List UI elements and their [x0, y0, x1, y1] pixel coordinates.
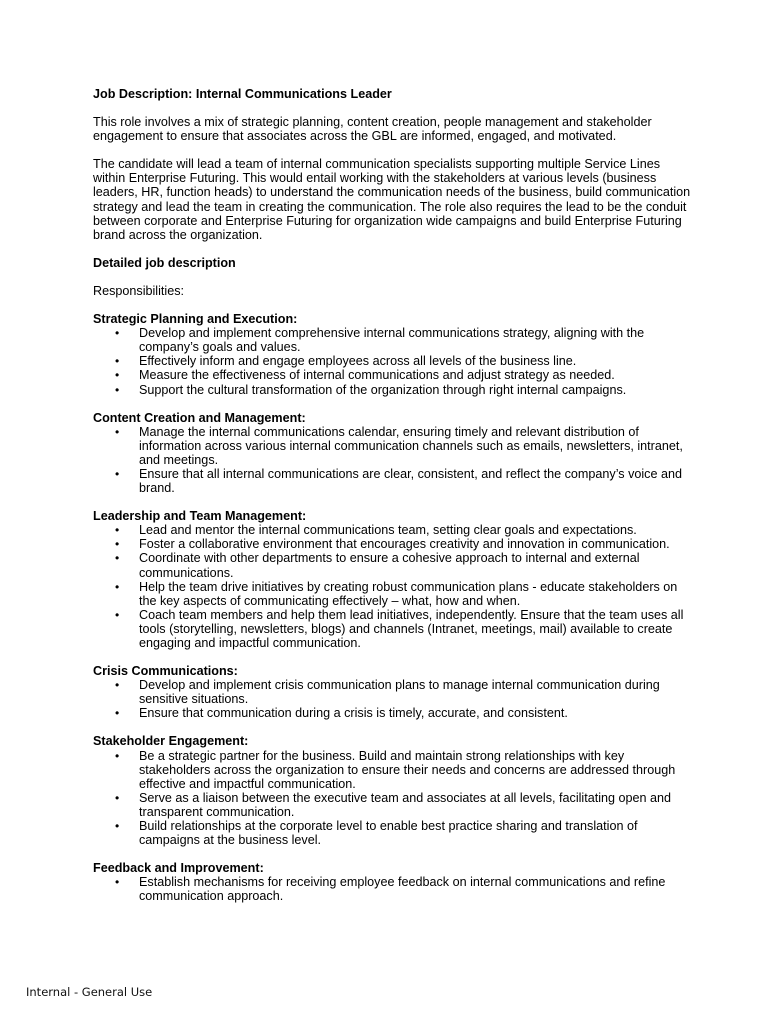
list-item	[93, 383, 693, 397]
responsibilities-label: Responsibilities:	[93, 283, 184, 298]
bullet-list	[93, 678, 693, 720]
list-item-text: Build relationships at the corporate level to enable best practice sharing and translation of campaigns at the business level.	[139, 819, 638, 848]
list-item-text: Foster a collaborative environment that encourages creativity and innovation in communication.	[139, 537, 670, 552]
list-item-text: Be a strategic partner for the business. Build and maintain strong relationships with key stakeholders across the organization to ensure their needs and concerns are addressed through effective and impactful communication.	[139, 748, 676, 791]
list-item	[93, 608, 693, 650]
detailed-job-description-heading: Detailed job description	[93, 255, 236, 270]
list-item	[93, 354, 693, 368]
bullet-list	[93, 425, 693, 495]
section-title: Feedback and Improvement:	[93, 861, 264, 876]
list-item	[93, 819, 693, 847]
bullet-icon: •	[115, 790, 120, 805]
document-title: Job Description: Internal Communications Leader	[93, 87, 392, 101]
section-crisis-communications	[93, 664, 693, 720]
bullet-icon: •	[115, 678, 120, 693]
list-item-text: Lead and mentor the internal communications team, setting clear goals and expectations.	[139, 523, 637, 538]
bullet-list	[93, 523, 693, 650]
bullet-list	[93, 326, 693, 396]
section-leadership	[93, 509, 693, 650]
section-title: Content Creation and Management:	[93, 410, 306, 425]
list-item-text: Effectively inform and engage employees across all levels of the business line.	[139, 354, 577, 369]
bullet-icon: •	[115, 537, 120, 552]
bullet-icon: •	[115, 579, 120, 594]
section-stakeholder-engagement	[93, 734, 693, 847]
list-item	[93, 875, 693, 903]
bullet-icon: •	[115, 875, 120, 890]
list-item-text: Ensure that all internal communications are clear, consistent, and reflect the company’s voice and brand.	[139, 466, 682, 496]
list-item-text: Develop and implement comprehensive internal communications strategy, aligning with the company’s goals and values.	[139, 326, 645, 355]
list-item	[93, 551, 693, 579]
list-item-text: Coordinate with other departments to ensure a cohesive approach to internal and external communications.	[139, 551, 640, 580]
intro-paragraph: This role involves a mix of strategic planning, content creation, people management and stakeholder engagement to ensure that associates across the GBL are informed, engaged, and motivated.	[93, 115, 652, 144]
classification-footer: Internal - General Use	[26, 985, 153, 999]
list-item-text: Coach team members and help them lead initiatives, independently. Ensure that the team uses all tools (storytelling, newsletters, blogs) and channels (Intranet, meetings, mail) available to create engaging and impactful communication.	[139, 607, 684, 650]
bullet-icon: •	[115, 748, 120, 763]
intro-paragraph: The candidate will lead a team of internal communication specialists supporting multiple Service Lines within Enterprise Futuring. This would entail working with the stakeholders at various levels (business leaders, HR, function heads) to understand the communication needs of the business, build communication strategy and lead the team in creating the communication. The role also requires the lead to be the conduit between corporate and Enterprise Futuring for organization wide campaigns and build Enterprise Futuring brand across the organization.	[93, 157, 691, 242]
bullet-icon: •	[115, 523, 120, 538]
list-item-text: Develop and implement crisis communication plans to manage internal communication during sensitive situations.	[139, 678, 660, 707]
section-title: Crisis Communications:	[93, 664, 238, 679]
list-item	[93, 326, 693, 354]
section-strategic-planning	[93, 312, 693, 397]
document-page	[93, 87, 693, 918]
section-feedback-improvement	[93, 861, 693, 903]
list-item	[93, 749, 693, 791]
list-item	[93, 425, 693, 467]
list-item-text: Serve as a liaison between the executive team and associates at all levels, facilitating open and transparent communication.	[139, 790, 672, 819]
bullet-icon: •	[115, 326, 120, 341]
bullet-icon: •	[115, 424, 120, 439]
list-item	[93, 678, 693, 706]
list-item-text: Manage the internal communications calendar, ensuring timely and relevant distribution of information across various internal communication channels such as emails, newsletters, intranet, and meetings.	[139, 424, 683, 467]
bullet-icon: •	[115, 551, 120, 566]
list-item	[93, 368, 693, 382]
bullet-icon: •	[115, 368, 120, 383]
list-item	[93, 791, 693, 819]
bullet-icon: •	[115, 607, 120, 622]
list-item-text: Ensure that communication during a crisis is timely, accurate, and consistent.	[139, 706, 568, 721]
bullet-icon: •	[115, 466, 120, 481]
section-title: Leadership and Team Management:	[93, 509, 307, 524]
bullet-list	[93, 875, 693, 903]
section-title: Stakeholder Engagement:	[93, 734, 249, 749]
section-title: Strategic Planning and Execution:	[93, 312, 298, 327]
list-item	[93, 523, 693, 537]
list-item-text: Support the cultural transformation of the organization through right internal campaigns.	[139, 382, 627, 397]
bullet-icon: •	[115, 382, 120, 397]
bullet-icon: •	[115, 706, 120, 721]
section-content-creation	[93, 411, 693, 496]
list-item	[93, 467, 693, 495]
list-item-text: Help the team drive initiatives by creating robust communication plans - educate stakeholders on the key aspects of communicating effectively – what, how and when.	[139, 579, 678, 608]
list-item	[93, 580, 693, 608]
bullet-list	[93, 749, 693, 848]
list-item	[93, 537, 693, 551]
bullet-icon: •	[115, 354, 120, 369]
list-item-text: Measure the effectiveness of internal communications and adjust strategy as needed.	[139, 368, 615, 383]
bullet-icon: •	[115, 819, 120, 834]
list-item-text: Establish mechanisms for receiving employee feedback on internal communications and refine communication approach.	[139, 875, 666, 904]
list-item	[93, 706, 693, 720]
